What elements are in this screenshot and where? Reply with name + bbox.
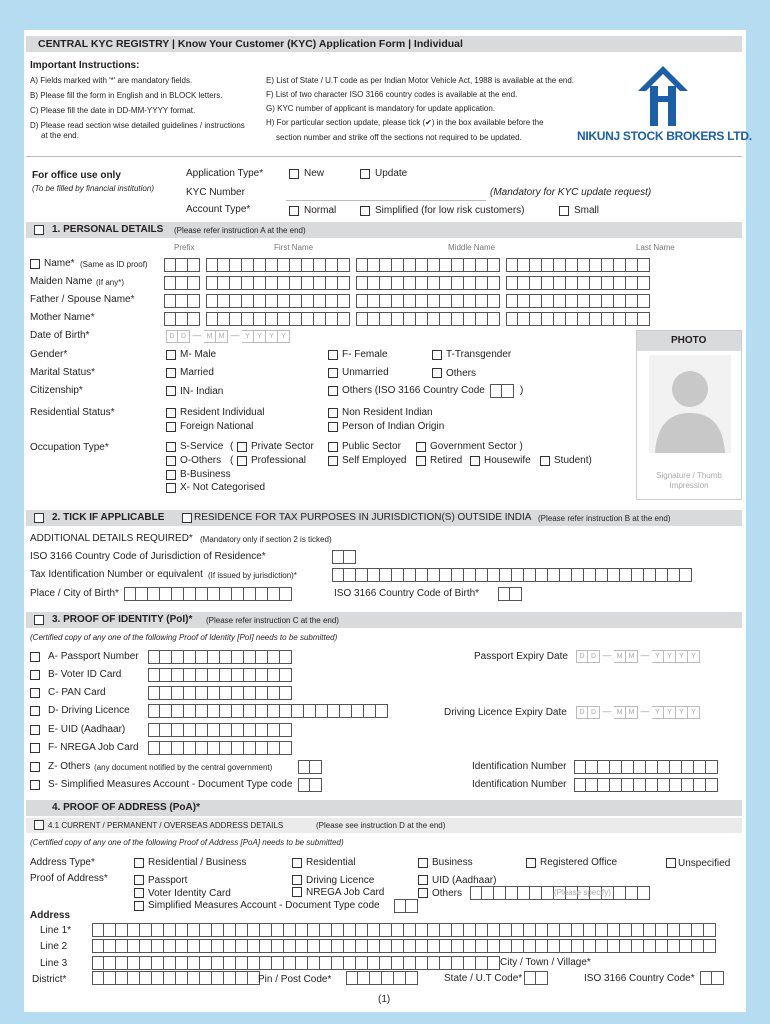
update-label: Update xyxy=(375,168,408,179)
marital-others-label: Others xyxy=(446,368,477,379)
application-type-label: Application Type* xyxy=(186,168,264,179)
unspecified-label: Unspecified xyxy=(678,858,731,869)
section3-checkbox[interactable] xyxy=(34,615,44,625)
s-id-boxes[interactable] xyxy=(574,778,718,792)
address-heading: Address xyxy=(30,910,71,921)
section3-note: (Please refer instruction C at the end) xyxy=(206,616,339,625)
poa-sma-checkbox[interactable] xyxy=(134,901,144,911)
res-business-checkbox[interactable] xyxy=(134,858,144,868)
poa-passport-label: Passport xyxy=(148,875,188,886)
page-number: (1) xyxy=(378,994,391,1005)
instructions-heading: Important Instructions: xyxy=(30,60,140,71)
new-label: New xyxy=(304,168,325,179)
uid-checkbox[interactable] xyxy=(30,725,40,735)
name-note: (Same as ID proof) xyxy=(80,260,148,269)
s-code-boxes[interactable] xyxy=(298,778,322,792)
section4-title: 4. PROOF OF ADDRESS (PoA)* xyxy=(52,802,200,813)
normal-checkbox[interactable] xyxy=(289,206,299,216)
small-checkbox[interactable] xyxy=(559,206,569,216)
female-checkbox[interactable] xyxy=(328,350,338,360)
z-others-note: (any document notified by the central government) xyxy=(94,763,273,772)
simplified-label: Simplified (for low risk customers) xyxy=(375,205,525,216)
gender-label: Gender* xyxy=(30,349,68,360)
marital-others-checkbox[interactable] xyxy=(432,368,442,378)
private-sector-checkbox[interactable] xyxy=(237,442,247,452)
iso-country-boxes[interactable] xyxy=(700,971,724,985)
z-id-boxes[interactable] xyxy=(574,760,718,774)
passport-checkbox[interactable] xyxy=(30,652,40,662)
form-sheet: CENTRAL KYC REGISTRY | Know Your Customer (KYC) Application Form | Individual Important Instructions: A) Fields marked with '*' are mandatory fields. B) Please fill the form in English and in BLOCK letters. C) Please fill the date in DD-MM-YYYY format. D) Please read section wise detailed guidelines / instructions at the end. E) List of State / U.T code as per Indian Motor Vehicle Act, 1988 is available at the end. F) List of two character ISO 3166 country codes is available at the end. G) KYC number of applicant is mandatory for update application. H) For particular section update, please tick (✔) in the box available before the section number and strike off the sections not required to be updated. NIKUNJ STOCK BROKERS LTD. For office use only (To be filled by financial institution) Application Type* New Update KYC Number (Mandatory for KYC update request) Account Type* Normal Simplified (for low risk customers) Small 1. PERSONAL DETAILS (Please refer instruction A at the end) Prefix First Name Middle Name Last Name Name* (Same as ID proof) Maiden Name (If any*) Father / Spouse Name* Mother Name* Date of Birth* D D — M M — Y Y Y Y PHOTO Signature / Thumb Impression Gender* M- Male F- Female T-Transgender Marital Status* Married Unmarried Others Citizenship* IN- Indian Others (ISO 3166 Country Code ) Residential Status* Resident Individual Non Resident Indian Foreign National Person of Indian Origin Occupation Type* S-Service ( Private Sector Public Sector Government Sector ) O-Others ( Professional Self Employed Retired Housewife Student) B-Business X- Not Categorised 2. TICK IF APPLICABLE RESIDENCE FOR TAX PURPOSES IN JURISDICTION(S) OUTSIDE INDIA (Please refer instruction B at the end) ADDITIONAL DETAILS REQUIRED* (Mandatory only if section 2 is ticked) ISO 3166 Country Code of Jurisdiction of Residence* Tax Identification Number or equivalent (If issued by jurisdiction)* Place / City of Birth* ISO 3166 Country Code of Birth* 3. PROOF OF IDENTITY (PoI)* (Please refer instruction C at the end) (Certified copy of any one of the following Proof of Identity [PoI] needs to be submitted) A- Passport Number Passport Expiry Date D D — M M — Y Y Y Y B- Voter ID Card C- PAN Card D- Driving Licence Driving Licence Expiry Date D D — M M — Y Y Y Y E- UID (Aadhaar) F- NREGA Job Card Z- Others (any document notified by the central government) Identification Number S- Simplified Measures Account - Document Type code Identification Number 4. PROOF OF ADDRESS (PoA)* 4.1 CURRENT / PERMANENT / OVERSEAS ADDRESS DETAILS (Please see instruction D at the end) (Certified copy of any one of the following Proof of Address [PoA] needs to be submitted) Address Type* Residential / Business Residential Business Registered Office Unspecified Proof of Address* Passport Driving Licence UID (Aadhaar) Voter Identity Card NREGA Job Card Others (Please specify) Simplified Measures Account - Document Type code Address Line 1* Line 2 Line 3 City / Town / Village* District* Pin / Post Code* State / U.T Code* ISO 3166 Country Code* (1) xyxy=(24,30,746,1012)
update-checkbox[interactable] xyxy=(360,169,370,179)
iso-country-label: ISO 3166 Country Code* xyxy=(584,973,695,984)
residential-label: Residential xyxy=(306,857,356,868)
father-spouse-boxes[interactable] xyxy=(164,294,650,308)
poa-others-label: Others xyxy=(432,888,463,899)
poa-others-checkbox[interactable] xyxy=(418,888,428,898)
nrega-checkbox[interactable] xyxy=(30,743,40,753)
kyc-number-label: KYC Number xyxy=(186,187,245,198)
poi-cert-note: (Certified copy of any one of the following Proof of Identity [PoI] needs to be submitted) xyxy=(30,633,338,642)
public-sector-checkbox[interactable] xyxy=(328,442,338,452)
pio-label: Person of Indian Origin xyxy=(342,421,445,432)
line2-label: Line 2 xyxy=(40,941,68,952)
iso-birth-label: ISO 3166 Country Code of Birth* xyxy=(334,588,480,599)
section2-band xyxy=(26,510,742,526)
private-sector-label: Private Sector xyxy=(251,441,314,452)
pio-checkbox[interactable] xyxy=(328,422,338,432)
poa-sma-code-boxes[interactable] xyxy=(394,899,418,913)
maiden-note: (If any*) xyxy=(96,278,125,287)
additional-details-note: (Mandatory only if section 2 is ticked) xyxy=(200,535,332,544)
citizenship-iso-boxes[interactable] xyxy=(490,384,514,398)
nrega-boxes[interactable] xyxy=(148,741,292,755)
business-label: B-Business xyxy=(180,469,231,480)
section3-band xyxy=(26,612,742,628)
poa-voter-label: Voter Identity Card xyxy=(148,888,231,899)
iso-jurisdiction-label: ISO 3166 Country Code of Jurisdiction of Residence* xyxy=(30,551,266,562)
poa-dl-checkbox[interactable] xyxy=(292,875,302,885)
photo-label: PHOTO xyxy=(671,335,707,346)
form-title-band xyxy=(26,36,742,52)
resident-individual-checkbox[interactable] xyxy=(166,408,176,418)
section1-band xyxy=(26,222,742,238)
marital-status-label: Marital Status* xyxy=(30,367,96,378)
registered-office-label: Registered Office xyxy=(540,857,618,868)
citizenship-others-checkbox[interactable] xyxy=(328,386,338,396)
section41-band xyxy=(26,818,742,833)
o-others-checkbox[interactable] xyxy=(166,456,176,466)
section41-note: (Please see instruction D at the end) xyxy=(316,821,446,830)
first-name-header: First Name xyxy=(274,243,314,252)
z-others-checkbox[interactable] xyxy=(30,762,40,772)
instruction-d: D) Please read section wise detailed guidelines / instructions xyxy=(30,121,245,130)
state-boxes[interactable] xyxy=(524,971,548,985)
divider xyxy=(26,156,742,157)
passport-label: A- Passport Number xyxy=(48,651,139,662)
poa-voter-checkbox[interactable] xyxy=(134,888,144,898)
unmarried-checkbox[interactable] xyxy=(328,368,338,378)
section1-checkbox[interactable] xyxy=(34,225,44,235)
unmarried-label: Unmarried xyxy=(342,367,389,378)
tin-note: (If issued by jurisdiction)* xyxy=(208,571,297,580)
residential-checkbox[interactable] xyxy=(292,858,302,868)
paren-close: ) xyxy=(520,385,524,396)
dob-boxes[interactable]: D D — M M — Y Y Y Y xyxy=(166,330,290,343)
place-birth-label: Place / City of Birth* xyxy=(30,588,119,599)
resident-individual-label: Resident Individual xyxy=(180,407,265,418)
citizenship-others-label: Others (ISO 3166 Country Code xyxy=(342,385,485,396)
name-label: Name* xyxy=(44,258,75,269)
father-spouse-label: Father / Spouse Name* xyxy=(30,294,135,305)
occupation-type-label: Occupation Type* xyxy=(30,442,109,453)
female-label: F- Female xyxy=(342,349,388,360)
small-label: Small xyxy=(574,205,600,216)
business-checkbox[interactable] xyxy=(166,470,176,480)
voter-checkbox[interactable] xyxy=(30,670,40,680)
simplified-measures-label: S- Simplified Measures Account - Document Type code xyxy=(48,779,293,790)
section2-note: (Please refer instruction B at the end) xyxy=(538,514,671,523)
dob-label: Date of Birth* xyxy=(30,330,90,341)
pin-boxes[interactable] xyxy=(346,971,418,985)
identification-number-label-2: Identification Number xyxy=(472,779,567,790)
student-label: Student) xyxy=(554,455,592,466)
place-birth-boxes[interactable] xyxy=(124,587,292,601)
passport-expiry-boxes[interactable]: D D — M M — Y Y Y Y xyxy=(576,650,700,663)
poa-sma-label: Simplified Measures Account - Document Type code xyxy=(148,900,380,911)
district-label: District* xyxy=(32,974,67,985)
poa-nrega-label: NREGA Job Card xyxy=(306,887,385,898)
name-boxes[interactable] xyxy=(164,258,650,272)
z-others-code-boxes[interactable] xyxy=(298,760,322,774)
account-type-label: Account Type* xyxy=(186,204,251,215)
maiden-name-label: Maiden Name xyxy=(30,276,93,287)
identification-number-label: Identification Number xyxy=(472,761,567,772)
simplified-checkbox[interactable] xyxy=(360,206,370,216)
line3-label: Line 3 xyxy=(40,958,68,969)
state-label: State / U.T Code* xyxy=(444,973,523,984)
new-checkbox[interactable] xyxy=(289,169,299,179)
kyc-number-field[interactable] xyxy=(286,200,486,201)
last-name-header: Last Name xyxy=(636,243,675,252)
dl-expiry-boxes[interactable]: D D — M M — Y Y Y Y xyxy=(576,706,700,719)
instruction-d-cont: at the end. xyxy=(41,131,79,140)
instruction-g: G) KYC number of applicant is mandatory for update application. xyxy=(266,104,496,113)
self-employed-label: Self Employed xyxy=(342,455,407,466)
dl-boxes[interactable] xyxy=(148,704,388,718)
citizenship-label: Citizenship* xyxy=(30,385,83,396)
married-checkbox[interactable] xyxy=(166,368,176,378)
nri-checkbox[interactable] xyxy=(328,408,338,418)
professional-label: Professional xyxy=(251,455,307,466)
student-checkbox[interactable] xyxy=(540,456,550,466)
uid-boxes[interactable] xyxy=(148,723,292,737)
signature-thumb-label: Signature / Thumb Impression xyxy=(656,471,722,490)
district-boxes[interactable] xyxy=(92,971,260,985)
city-label: City / Town / Village* xyxy=(500,957,591,968)
service-checkbox[interactable] xyxy=(166,442,176,452)
poa-passport-checkbox[interactable] xyxy=(134,875,144,885)
instruction-h-cont: section number and strike off the sections not required to be updated. xyxy=(276,133,522,142)
government-sector-label: Government Sector ) xyxy=(430,441,523,452)
pin-label: Pin / Post Code* xyxy=(258,974,332,985)
residence-label: RESIDENCE FOR TAX PURPOSES IN JURISDICTION(S) OUTSIDE INDIA xyxy=(194,512,532,523)
indian-checkbox[interactable] xyxy=(166,386,176,396)
iso-birth-boxes[interactable] xyxy=(498,587,522,601)
kyc-note: (Mandatory for KYC update request) xyxy=(490,187,652,198)
uid-label: E- UID (Aadhaar) xyxy=(48,724,126,735)
residential-status-label: Residential Status* xyxy=(30,407,115,418)
office-subtitle: (To be filled by financial institution) xyxy=(32,184,154,193)
mother-name-label: Mother Name* xyxy=(30,312,95,323)
instruction-a: A) Fields marked with '*' are mandatory fields. xyxy=(30,76,193,85)
retired-checkbox[interactable] xyxy=(416,456,426,466)
instruction-e: E) List of State / U.T code as per Indian Motor Vehicle Act, 1988 is available at the end. xyxy=(266,76,575,85)
tin-label: Tax Identification Number or equivalent xyxy=(30,569,203,580)
passport-expiry-label: Passport Expiry Date xyxy=(474,651,568,662)
poa-nrega-checkbox[interactable] xyxy=(292,887,302,897)
male-checkbox[interactable] xyxy=(166,350,176,360)
logo-text: NIKUNJ STOCK BROKERS LTD. xyxy=(577,129,752,143)
pan-label: C- PAN Card xyxy=(48,687,106,698)
instruction-f: F) List of two character ISO 3166 country codes is available at the end. xyxy=(266,90,518,99)
government-sector-checkbox[interactable] xyxy=(416,442,426,452)
address-type-label: Address Type* xyxy=(30,857,95,868)
person-silhouette-icon xyxy=(649,355,731,453)
not-categorised-label: X- Not Categorised xyxy=(180,482,266,493)
foreign-national-checkbox[interactable] xyxy=(166,422,176,432)
section3-title: 3. PROOF OF IDENTITY (PoI)* xyxy=(52,614,193,625)
name-checkbox[interactable] xyxy=(30,259,40,269)
office-title: For office use only xyxy=(32,170,121,181)
indian-label: IN- Indian xyxy=(180,386,224,397)
pan-boxes[interactable] xyxy=(148,686,292,700)
tin-boxes[interactable] xyxy=(332,568,692,582)
transgender-label: T-Transgender xyxy=(446,349,512,360)
self-employed-checkbox[interactable] xyxy=(328,456,338,466)
section41-title: 4.1 CURRENT / PERMANENT / OVERSEAS ADDRESS DETAILS xyxy=(48,821,284,830)
section2-checkbox[interactable] xyxy=(34,513,44,523)
section2-title: 2. TICK IF APPLICABLE xyxy=(52,512,165,523)
instruction-b: B) Please fill the form in English and in BLOCK letters. xyxy=(30,91,223,100)
nrega-label: F- NREGA Job Card xyxy=(48,742,139,753)
housewife-label: Housewife xyxy=(484,455,531,466)
poa-dl-label: Driving Licence xyxy=(306,875,375,886)
section41-checkbox[interactable] xyxy=(34,820,44,830)
voter-label: B- Voter ID Card xyxy=(48,669,122,680)
business-addr-checkbox[interactable] xyxy=(418,858,428,868)
registered-office-checkbox[interactable] xyxy=(526,858,536,868)
transgender-checkbox[interactable] xyxy=(432,350,442,360)
passport-number-boxes[interactable] xyxy=(148,650,292,664)
nri-label: Non Resident Indian xyxy=(342,407,433,418)
instruction-c: C) Please fill the date in DD-MM-YYYY format. xyxy=(30,106,196,115)
normal-label: Normal xyxy=(304,205,337,216)
res-business-label: Residential / Business xyxy=(148,857,247,868)
maiden-name-boxes[interactable] xyxy=(164,276,650,290)
proof-of-address-label: Proof of Address* xyxy=(30,873,108,884)
dl-checkbox[interactable] xyxy=(30,706,40,716)
retired-label: Retired xyxy=(430,455,463,466)
section1-title: 1. PERSONAL DETAILS xyxy=(52,224,164,235)
middle-name-header: Middle Name xyxy=(448,243,496,252)
married-label: Married xyxy=(180,367,214,378)
iso-jurisdiction-boxes[interactable] xyxy=(332,550,356,564)
form-title: CENTRAL KYC REGISTRY | Know Your Customer (KYC) Application Form | Individual xyxy=(38,38,463,50)
foreign-national-label: Foreign National xyxy=(180,421,254,432)
line1-boxes[interactable] xyxy=(92,923,716,937)
instruction-h: H) For particular section update, please tick (✔) in the box available before the xyxy=(266,118,544,127)
line3-boxes[interactable] xyxy=(92,956,500,970)
poa-uid-label: UID (Aadhaar) xyxy=(432,875,497,886)
poa-cert-note: (Certified copy of any one of the following Proof of Address [PoA] needs to be submitted) xyxy=(30,838,344,847)
additional-details-label: ADDITIONAL DETAILS REQUIRED* xyxy=(30,533,193,544)
business-addr-label: Business xyxy=(432,857,473,868)
not-categorised-checkbox[interactable] xyxy=(166,483,176,493)
line2-boxes[interactable] xyxy=(92,939,716,953)
poa-specify-hint: (Please specify) xyxy=(554,888,611,897)
poa-uid-checkbox[interactable] xyxy=(418,875,428,885)
prefix-header: Prefix xyxy=(174,243,195,252)
dl-expiry-label: Driving Licence Expiry Date xyxy=(444,707,567,718)
logo-icon xyxy=(630,64,696,130)
o-others-label: O-Others xyxy=(180,455,222,466)
line1-label: Line 1* xyxy=(40,925,72,936)
public-sector-label: Public Sector xyxy=(342,441,401,452)
mother-name-boxes[interactable] xyxy=(164,312,650,326)
male-label: M- Male xyxy=(180,349,217,360)
housewife-checkbox[interactable] xyxy=(470,456,480,466)
photo-box[interactable] xyxy=(636,330,742,500)
service-label: S-Service xyxy=(180,441,224,452)
voter-id-boxes[interactable] xyxy=(148,668,292,682)
dl-label: D- Driving Licence xyxy=(48,705,130,716)
professional-checkbox[interactable] xyxy=(237,456,247,466)
residence-checkbox[interactable] xyxy=(182,513,192,523)
pan-checkbox[interactable] xyxy=(30,688,40,698)
section4-band xyxy=(26,800,742,816)
unspecified-checkbox[interactable] xyxy=(666,858,676,868)
simplified-measures-checkbox[interactable] xyxy=(30,780,40,790)
z-others-label: Z- Others xyxy=(48,761,91,772)
section1-note: (Please refer instruction A at the end) xyxy=(174,226,306,235)
